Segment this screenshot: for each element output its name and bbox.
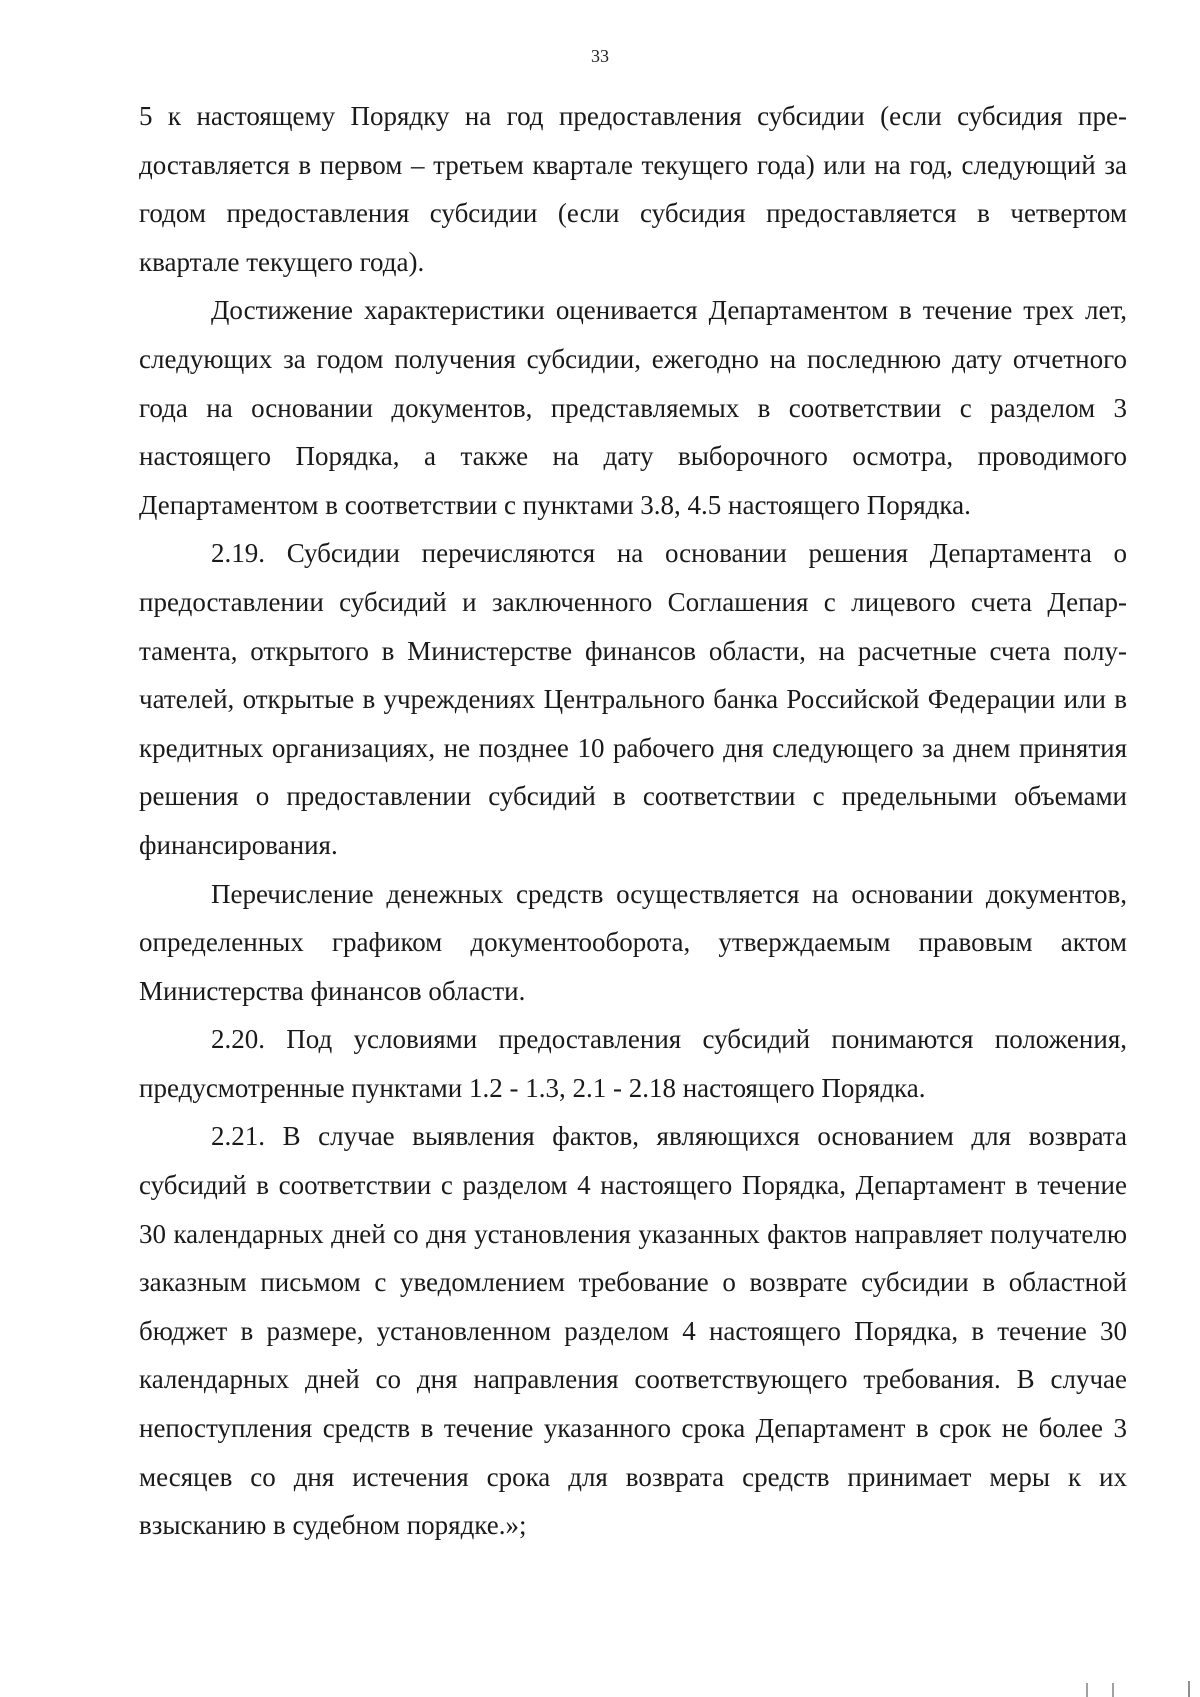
paragraph-2-19: 2.19. Субсидии перечисляются на основании решения Департамента о предоставлении субсидий и заключенного Соглашения с лицевого счета Департамента, открытого в Министерстве финансов области, на расчетные счета получателей, открытые в учреждениях Центрального банка Российской Федерации или в кредитных организациях, не позднее 10 рабочего дня следующего за днем принятия решения о предоставлении субсидий в соответствии с предельными объемами финансирования. [139,538,1127,860]
paragraph-continuation: 5 к настоящему Порядку на год предоставления субсидии (если субсидия предоставляется в первом – третьем квартале текущего года) или на год, следующий за годом предоставления субсидии (если субсидия предоставляется в четвертом квартале текущего года). [139,101,1127,277]
paragraph-funds-transfer: Перечисление денежных средств осуществляется на основании документов, определенных графиком документооборота, утверждаемым правовым актом Министерства финансов области. [139,878,1127,1006]
paragraph-2-20: 2.20. Под условиями предоставления субсидий понимаются положения, предусмотренные пунктами 1.2 - 1.3, 2.1 - 2.18 настоящего Порядка. [139,1024,1127,1103]
document-body [139,92,1127,1550]
scan-artifact-mark [1086,1683,1114,1697]
page-number: 33 [591,46,609,66]
scan-artifact-edge [1188,1681,1190,1697]
paragraph-characteristic-assessment: Достижение характеристики оценивается Департаментом в течение трех лет, следующих за годом получения субсидии, ежегодно на последнюю дату отчетного года на основании документов, представляемых в соответствии с разделом 3 настоящего Порядка, а также на дату выборочного осмотра, проводимого Департаментом в соответствии с пунктами 3.8, 4.5 настоящего Порядка. [139,295,1127,520]
paragraph-2-21: 2.21. В случае выявления фактов, являющихся основанием для возврата субсидий в соответствии с разделом 4 настоящего Порядка, Департамент в течение 30 календарных дней со дня установления указанных фактов направляет получателю заказным письмом с уведомлением требование о возврате субсидии в областной бюджет в размере, установленном разделом 4 настоящего Порядка, в течение 30 календарных дней со дня направления соответствующего требования. В случае непоступления средств в течение указанного срока Департамент в срок не более 3 месяцев со дня истечения срока для возврата средств принимает меры к их взысканию в судебном порядке.»; [139,1121,1127,1541]
